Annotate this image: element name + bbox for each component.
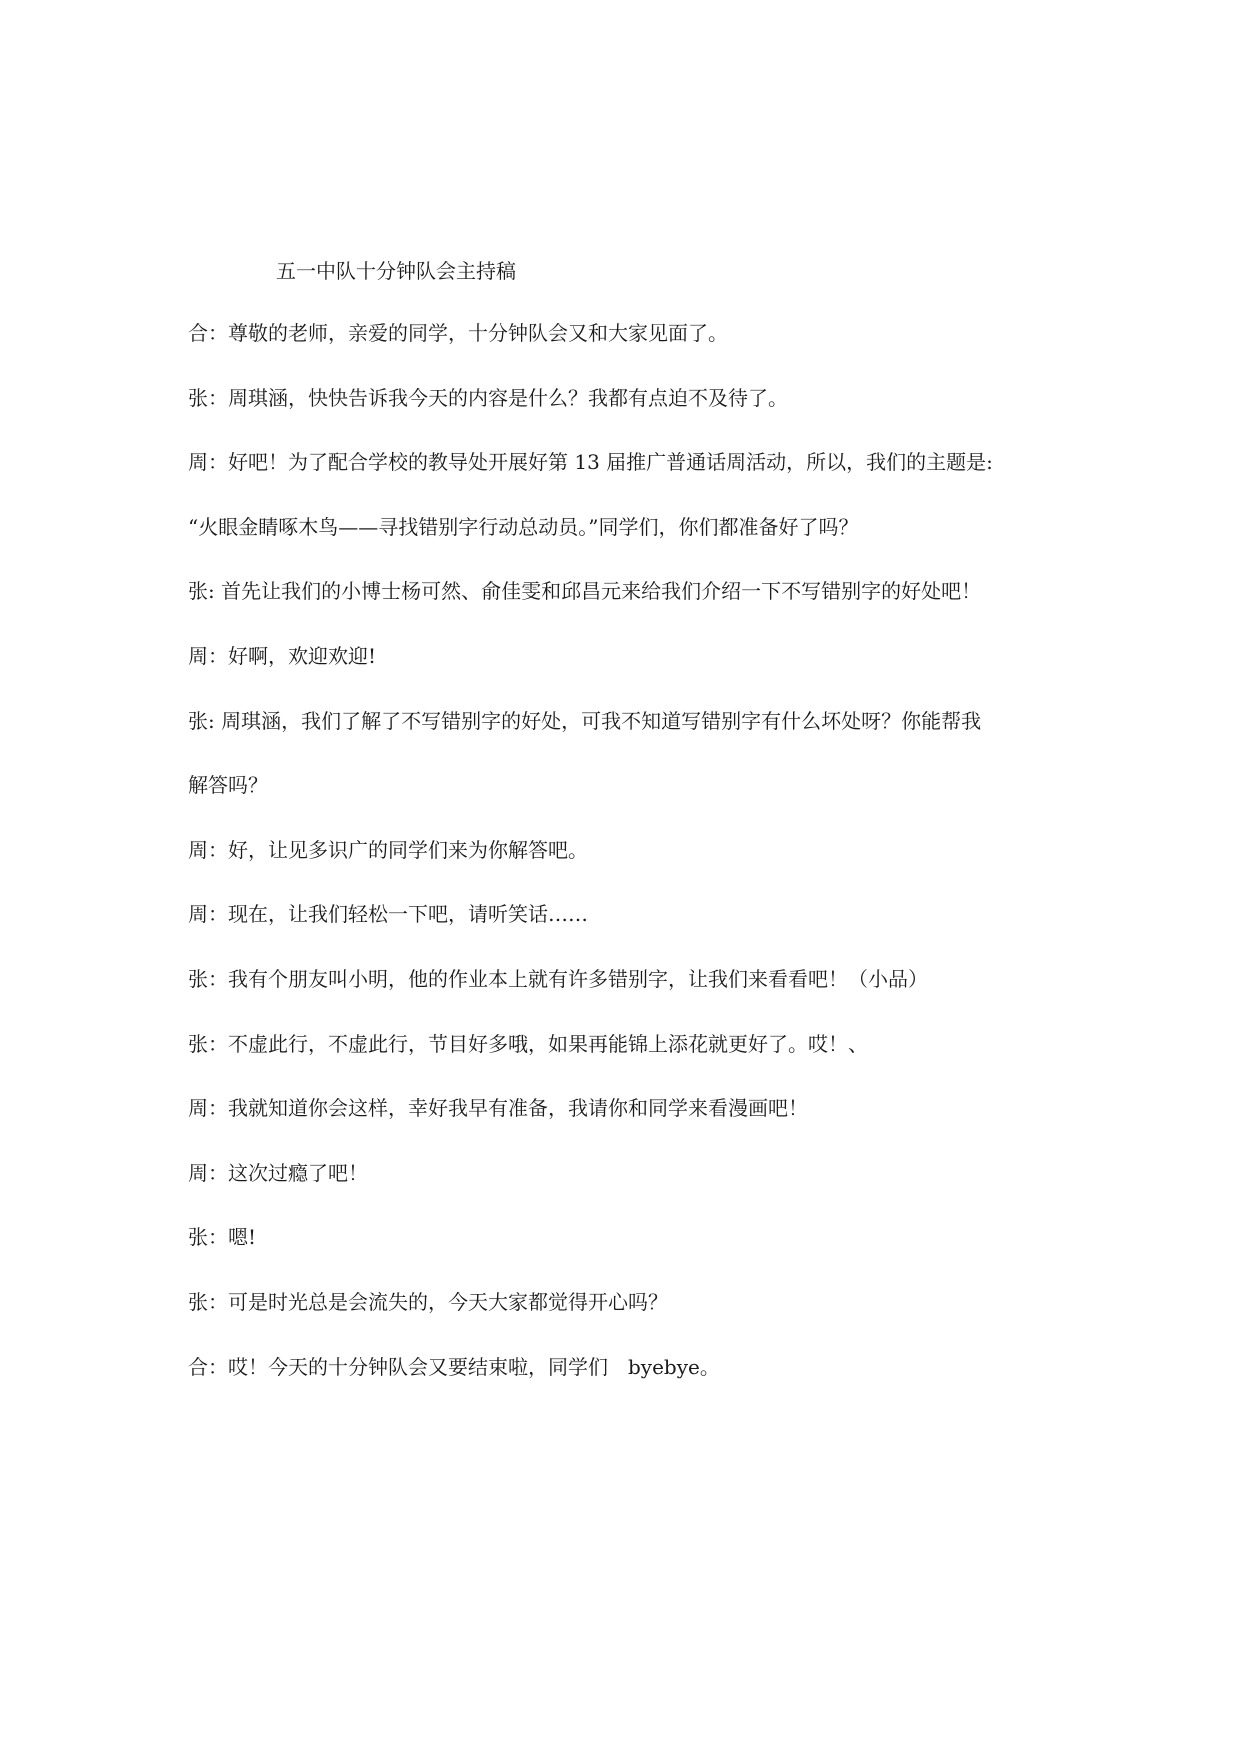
- script-line: 张: 周琪涵，我们了解了不写错别字的好处，可我不知道写错别字有什么坏处呀？你能帮我: [188, 708, 982, 733]
- script-line: 周：好啊，欢迎欢迎!: [188, 643, 377, 668]
- script-line: 周：好，让见多识广的同学们来为你解答吧。: [188, 837, 588, 862]
- script-line: 周：这次过瘾了吧！: [188, 1160, 368, 1185]
- script-line: 张：不虚此行，不虚此行，节目好多哦，如果再能锦上添花就更好了。哎！、: [188, 1031, 868, 1056]
- script-line: 张: 首先让我们的小博士杨可然、俞佳雯和邱昌元来给我们介绍一下不写错别字的好处吧！: [188, 579, 982, 604]
- script-line: 周：现在，让我们轻松一下吧，请听笑话……: [188, 902, 588, 927]
- script-line: “火眼金睛啄木鸟——寻找错别字行动总动员。”同学们，你们都准备好了吗？: [188, 514, 859, 539]
- script-line: 合：哎！今天的十分钟队会又要结束啦，同学们 byebye。: [188, 1354, 720, 1379]
- script-line: 合：尊敬的老师，亲爱的同学，十分钟队会又和大家见面了。: [188, 321, 728, 345]
- script-line: 周：好吧！为了配合学校的教导处开展好第 13 届推广普通话周活动，所以，我们的主题是:: [188, 450, 993, 475]
- script-line: 张：周琪涵，快快告诉我今天的内容是什么？我都有点迫不及待了。: [188, 385, 788, 410]
- script-line: 张：我有个朋友叫小明，他的作业本上就有许多错别字，让我们来看看吧！（小品）: [188, 966, 928, 991]
- script-body: [188, 318, 1068, 1416]
- script-line: 张：嗯!: [188, 1225, 257, 1250]
- document-title: 五一中队十分钟队会主持稿: [276, 259, 516, 283]
- script-line: 张：可是时光总是会流失的，今天大家都觉得开心吗？: [188, 1289, 668, 1314]
- script-line: 周：我就知道你会这样，幸好我早有准备，我请你和同学来看漫画吧！: [188, 1096, 808, 1121]
- script-line: 解答吗？: [188, 773, 268, 798]
